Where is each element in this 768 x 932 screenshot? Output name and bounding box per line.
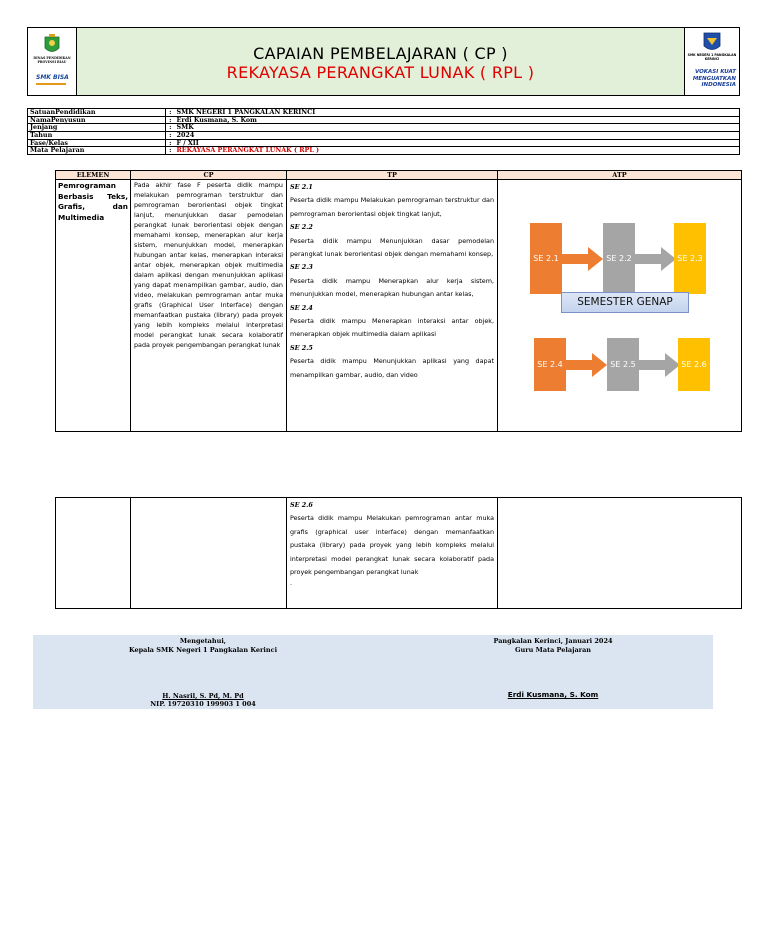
tp-text: Peserta didik mampu Menerapkan alur kerja sistem, menunjukkan model, menerapkan hubungan antar kelas, [290, 276, 494, 299]
atp-cell-continued [498, 498, 742, 609]
school-logo [685, 28, 739, 95]
atp-flow-row-1 [530, 223, 720, 294]
header-cp: CP [131, 171, 287, 180]
identity-value: REKAYASA PERANGKAT LUNAK ( RPL ) [175, 147, 740, 155]
atp-step-block: SE 2.3 [674, 223, 706, 294]
left-role: Kepala SMK Negeri 1 Pangkalan Kerinci [128, 645, 278, 654]
identity-key: Tahun [28, 132, 166, 140]
tp-text: Peserta didik mampu Menunjukkan dasar pemodelan perangkat lunak berorientasi objek dengan memahami konsep, [290, 236, 494, 259]
teacher-name: Erdi Kusmana, S. Kom [507, 690, 599, 699]
signature-right [478, 637, 628, 654]
identity-key: Fase/Kelas [28, 139, 166, 147]
identity-colon: : [166, 116, 175, 124]
page-title: CAPAIAN PEMBELAJARAN ( CP ) [253, 44, 508, 63]
tp-code: SE 2.3 [290, 263, 313, 272]
cp-cell-continued [131, 498, 287, 609]
smk-bisa-underline [36, 83, 66, 85]
identity-colon: : [166, 139, 175, 147]
left-greeting: Mengetahui, [179, 637, 227, 645]
document-header [27, 27, 740, 96]
tp-code: SE 2.4 [290, 303, 313, 312]
identity-value: Erdi Kusmana, S. Kom [175, 116, 740, 124]
arrow-right-icon [566, 353, 607, 381]
signature-left-name-block [128, 693, 278, 708]
identity-row [28, 139, 740, 147]
atp-step-block: SE 2.5 [607, 338, 639, 391]
identity-row [28, 109, 740, 117]
identity-colon: : [166, 147, 175, 155]
atp-step-block: SE 2.2 [603, 223, 635, 294]
vokasi-logo: VOKASI KUAT MENGUATKAN INDONESIA [692, 69, 736, 88]
tp-text: Peserta didik mampu Menunjukkan aplikasi yang dapat menampilkan gambar, audio, dan video [290, 357, 494, 379]
identity-colon: : [166, 109, 175, 117]
identity-row [28, 116, 740, 124]
tp-code: SE 2.2 [290, 223, 313, 232]
tp-cell [287, 180, 498, 432]
tp-cell-continued [287, 498, 498, 609]
identity-table [27, 108, 740, 155]
tp-text: Peserta didik mampu Melakukan pemrograman terstruktur dan pemrograman berorientasi objek tingkat lanjut, [290, 196, 494, 218]
tp-text-se26: Peserta didik mampu Melakukan pemrograman antar muka grafis (graphical user interface) dengan memanfaatkan pustaka (library) pada proyek yang lebih kompleks melalui interpretasi model perangkat lunak secara kolaboratif pada proyek pengembangan perangkat lunak [290, 514, 494, 577]
school-logo-label: SMK NEGERI 1 PANGKALAN KERINCI [687, 53, 737, 61]
identity-value: SMK NEGERI 1 PANGKALAN KERINCI [175, 109, 740, 117]
signature-left [128, 637, 278, 654]
elemen-cell: Pemrograman Berbasis Teks, Grafis, dan Multimedia [56, 180, 131, 432]
header-elemen: ELEMEN [56, 171, 131, 180]
arrow-right-icon [635, 247, 676, 275]
identity-value: F / XII [175, 139, 740, 147]
identity-value: 2024 [175, 132, 740, 140]
atp-flow-row-2 [534, 338, 720, 391]
tp-list [290, 181, 494, 382]
principal-name: H. Nasril, S. Pd, M. Pd [162, 692, 244, 700]
elemen-cell-continued [56, 498, 131, 609]
tp-text: Peserta didik mampu Menerapkan interaksi antar objek, menerapkan objek multimedia dalam aplikasi [290, 317, 494, 339]
atp-step-block: SE 2.6 [678, 338, 710, 391]
identity-colon: : [166, 132, 175, 140]
identity-colon: : [166, 124, 175, 132]
cp-cell: Pada akhir fase F peserta didik mampu melakukan pemrograman terstruktur dan pemrograman berorientasi objek tingkat lanjut, menunjukkan dasar pemodelan perangkat lunak berorientasi objek dengan memahami konsep, menerapkan alur kerja sistem, menunjukkan model, menerapkan hubungan antar kelas, menerapkan interaksi antar objek, menerapkan objek multimedia dalam aplikasi dengan menunjukkan aplikasi yang dapat menampilkan gambar, audio, dan video, melakukan pemrograman antar muka grafis (Graphical User Interface) dengan memanfaatkan pustaka (library) pada proyek yang lebih kompleks melalui interpretasi model perangkat lunak secara kolaboratif pada proyek pengembangan perangkat lunak [131, 180, 287, 432]
tp-trailing-mark: . [290, 579, 293, 588]
header-atp: ATP [498, 171, 742, 180]
identity-row [28, 147, 740, 155]
signature-block [33, 635, 713, 709]
atp-step-block: SE 2.1 [530, 223, 562, 294]
atp-step-block: SE 2.4 [534, 338, 566, 391]
identity-key: Jenjang [28, 124, 166, 132]
header-title-block [77, 28, 685, 95]
identity-row [28, 132, 740, 140]
identity-key: SatuanPendidikan [28, 109, 166, 117]
identity-key: Mata Pelajaran [28, 147, 166, 155]
identity-row [28, 124, 740, 132]
cp-table-continued [55, 497, 742, 609]
right-role: Guru Mata Pelajaran [514, 645, 592, 654]
dinas-pendidikan-logo [28, 28, 77, 95]
identity-value: SMK [175, 124, 740, 132]
page-subtitle: REKAYASA PERANGKAT LUNAK ( RPL ) [226, 63, 535, 82]
semester-genap-label: SEMESTER GENAP [561, 292, 689, 313]
dinas-pendidikan-label: DINAS PENDIDIKAN PROVINSI RIAU [33, 56, 71, 64]
tp-code: SE 2.5 [290, 343, 313, 352]
smk-bisa-logo: SMK BISA [36, 74, 69, 81]
principal-nip: NIP. 19720310 199903 1 004 [150, 699, 256, 708]
arrow-right-icon [562, 247, 603, 275]
arrow-right-icon [639, 353, 680, 381]
identity-key: NamaPenyusun [28, 116, 166, 124]
header-tp: TP [287, 171, 498, 180]
tp-code-se26: SE 2.6 [290, 501, 313, 509]
tp-code: SE 2.1 [290, 183, 313, 191]
place-date: Pangkalan Kerinci, Januari 2024 [493, 637, 613, 645]
